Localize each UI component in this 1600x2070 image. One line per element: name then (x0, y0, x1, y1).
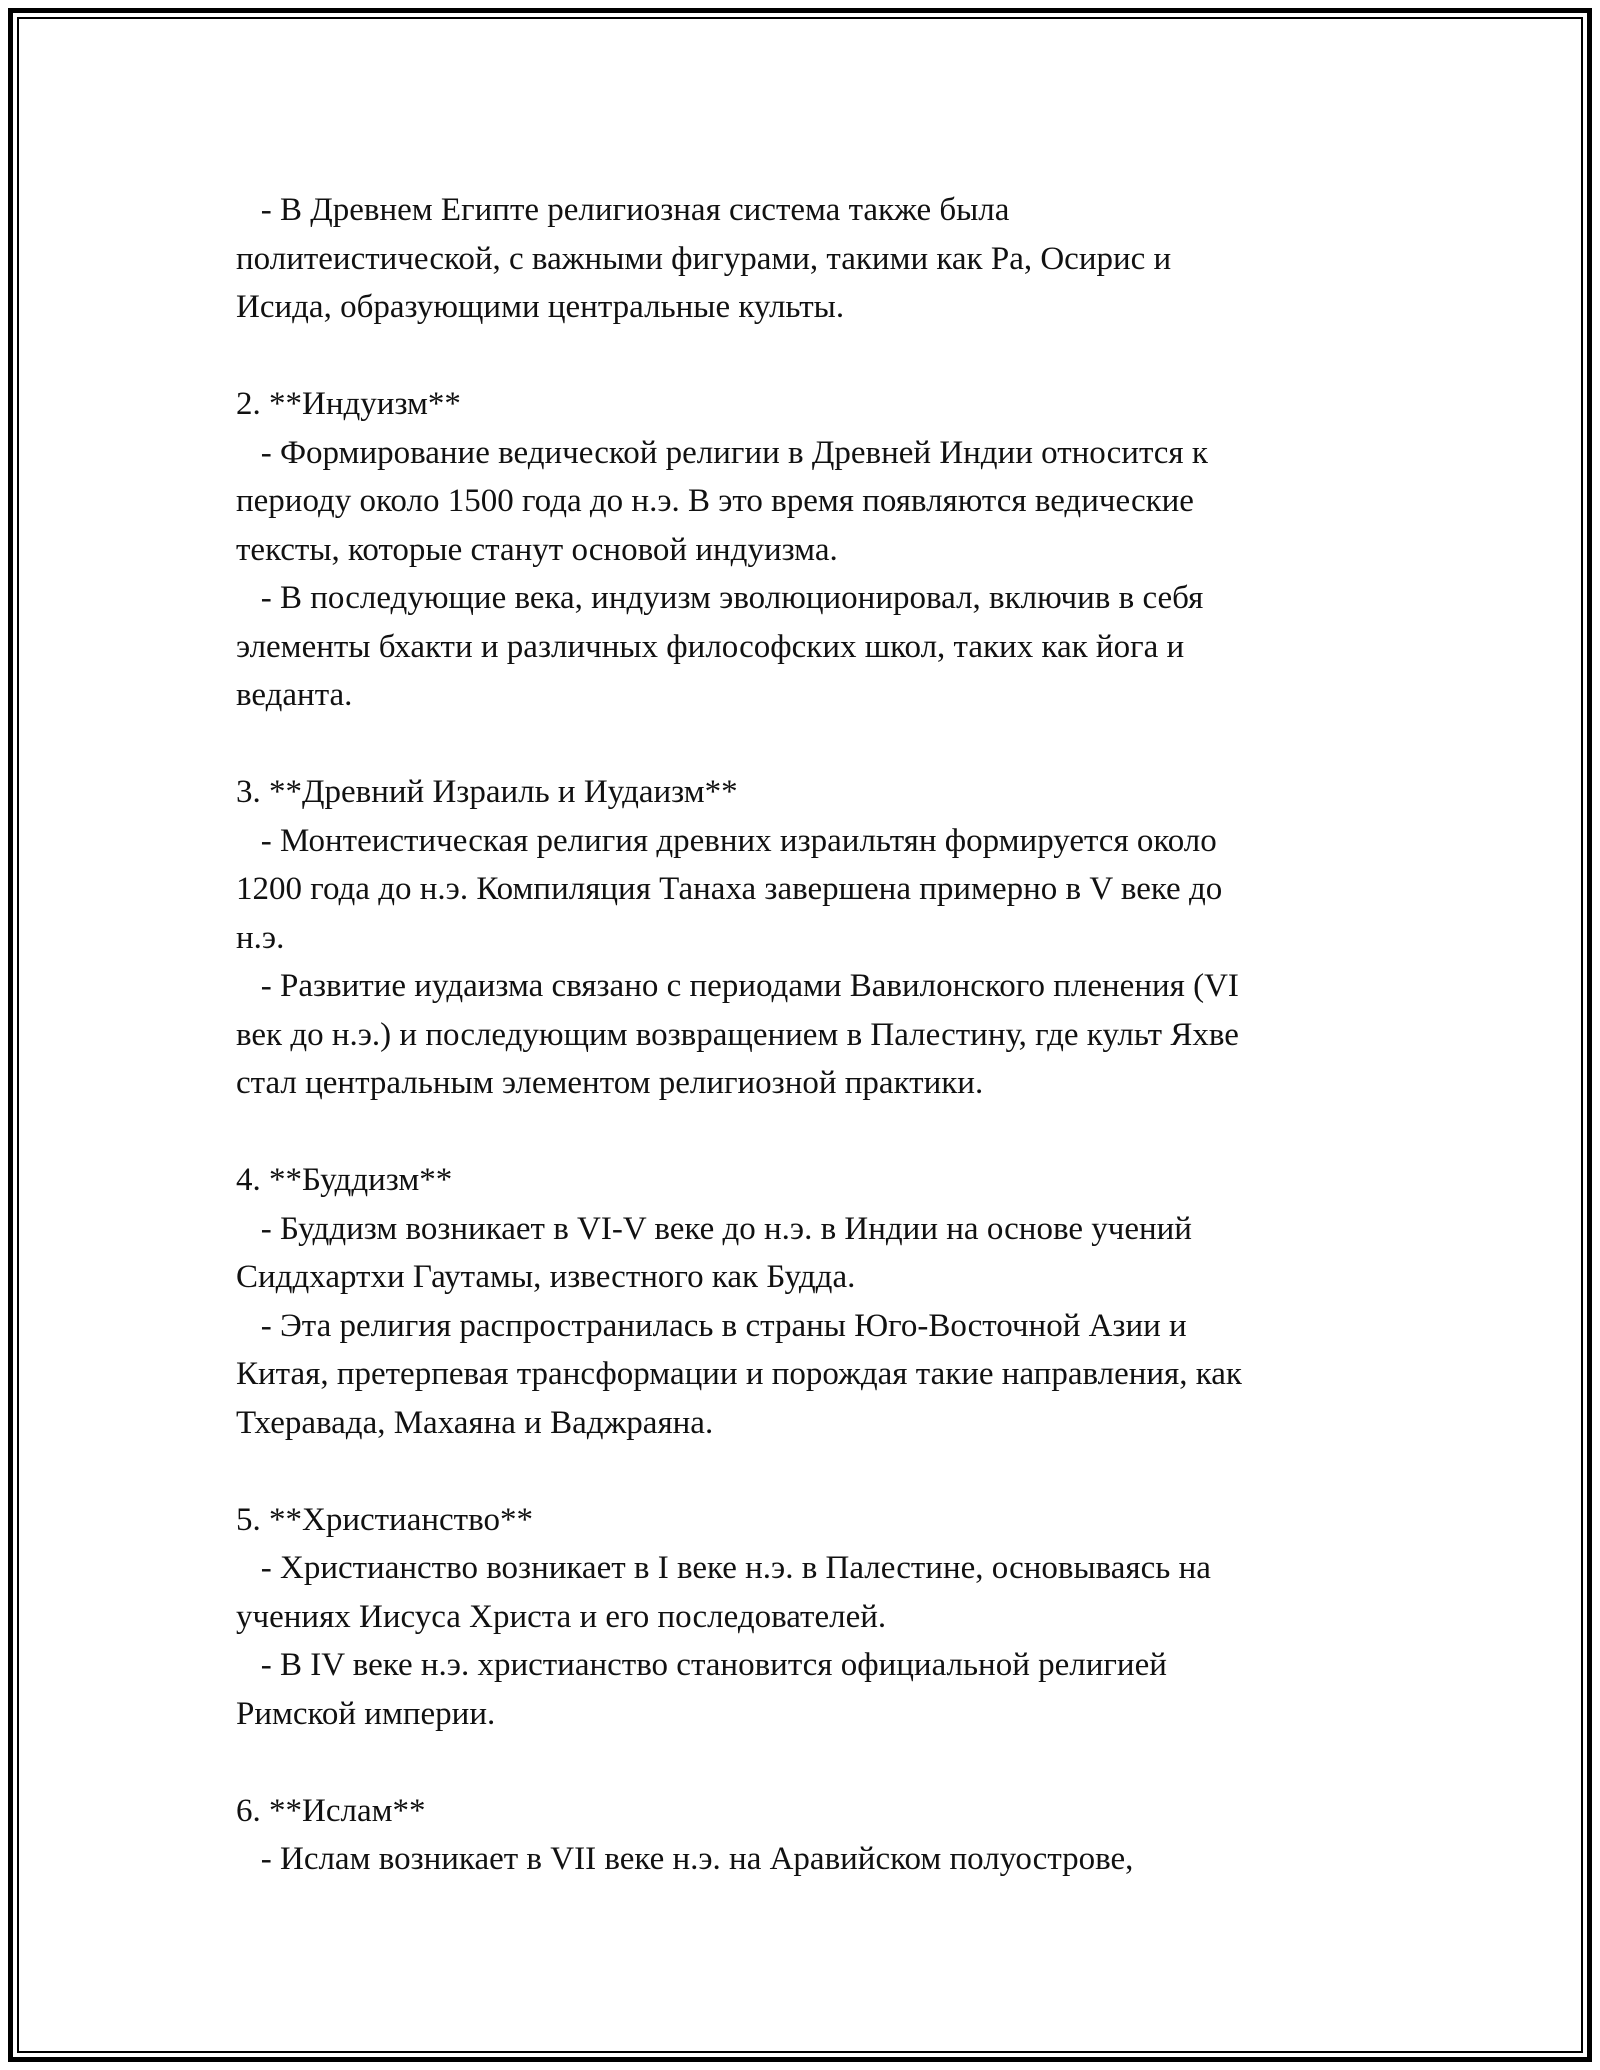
blank-line (236, 1738, 1416, 1787)
text-line: - В IV веке н.э. христианство становится официальной религией (236, 1647, 1167, 1683)
text-line: - Развитие иудаизма связано с периодами Вавилонского пленения (VI (236, 968, 1239, 1004)
text-line: - Христианство возникает в I веке н.э. в Палестине, основываясь на (236, 1550, 1211, 1586)
text-line: - В Древнем Египте религиозная система также была (236, 192, 1010, 228)
text-line: Римской империи. (236, 1695, 496, 1732)
text-line: Китая, претерпевая трансформации и порождая такие направления, как (236, 1356, 1242, 1392)
text-line: тексты, которые станут основой индуизма. (236, 531, 838, 568)
text-line: Исида, образующими центральные культы. (236, 289, 845, 325)
text-line: Сиддхартхи Гаутамы, известного как Будда. (236, 1259, 856, 1295)
text-line: элементы бхакти и различных философских школ, таких как йога и (236, 628, 1185, 665)
blank-line (236, 1447, 1416, 1496)
section-heading-buddhism: 4. **Буддизм** (236, 1162, 453, 1198)
text-line: н.э. (236, 919, 285, 956)
section-heading-hinduism: 2. **Индуизм** (236, 386, 461, 422)
blank-line (236, 332, 1416, 381)
text-line: - В последующие века, индуизм эволюционировал, включив в себя (236, 580, 1204, 616)
section-heading-christianity: 5. **Христианство** (236, 1501, 533, 1538)
text-line: веданта. (236, 677, 353, 713)
text-line: - Монтеистическая религия древних израильтян формируется около (236, 822, 1217, 859)
text-line: век до н.э.) и последующим возвращением в Палестину, где культ Яхве (236, 1016, 1239, 1053)
text-line: - Ислам возникает в VII веке н.э. на Аравийском полуострове, (236, 1841, 1134, 1877)
document-body (236, 186, 1416, 1884)
text-line: - Формирование ведической религии в Древней Индии относится к (236, 434, 1208, 471)
text-line: периоду около 1500 года до н.э. В это время появляются ведические (236, 483, 1194, 519)
text-line: - Буддизм возникает в VI-V веке до н.э. в Индии на основе учений (236, 1210, 1192, 1247)
section-heading-islam: 6. **Ислам** (236, 1792, 426, 1829)
text-line: политеистической, с важными фигурами, такими как Ра, Осирис и (236, 240, 1172, 277)
text-line: Тхеравада, Махаяна и Ваджраяна. (236, 1404, 714, 1441)
text-line: - Эта религия распространилась в страны Юго-Восточной Азии и (236, 1307, 1187, 1344)
blank-line (236, 1108, 1416, 1157)
text-line: 1200 года до н.э. Компиляция Танаха завершена примерно в V веке до (236, 871, 1223, 907)
text-line: учениях Иисуса Христа и его последователей. (236, 1598, 887, 1635)
blank-line (236, 720, 1416, 769)
text-line: стал центральным элементом религиозной практики. (236, 1065, 984, 1101)
section-heading-judaism: 3. **Древний Израиль и Иудаизм** (236, 774, 738, 810)
